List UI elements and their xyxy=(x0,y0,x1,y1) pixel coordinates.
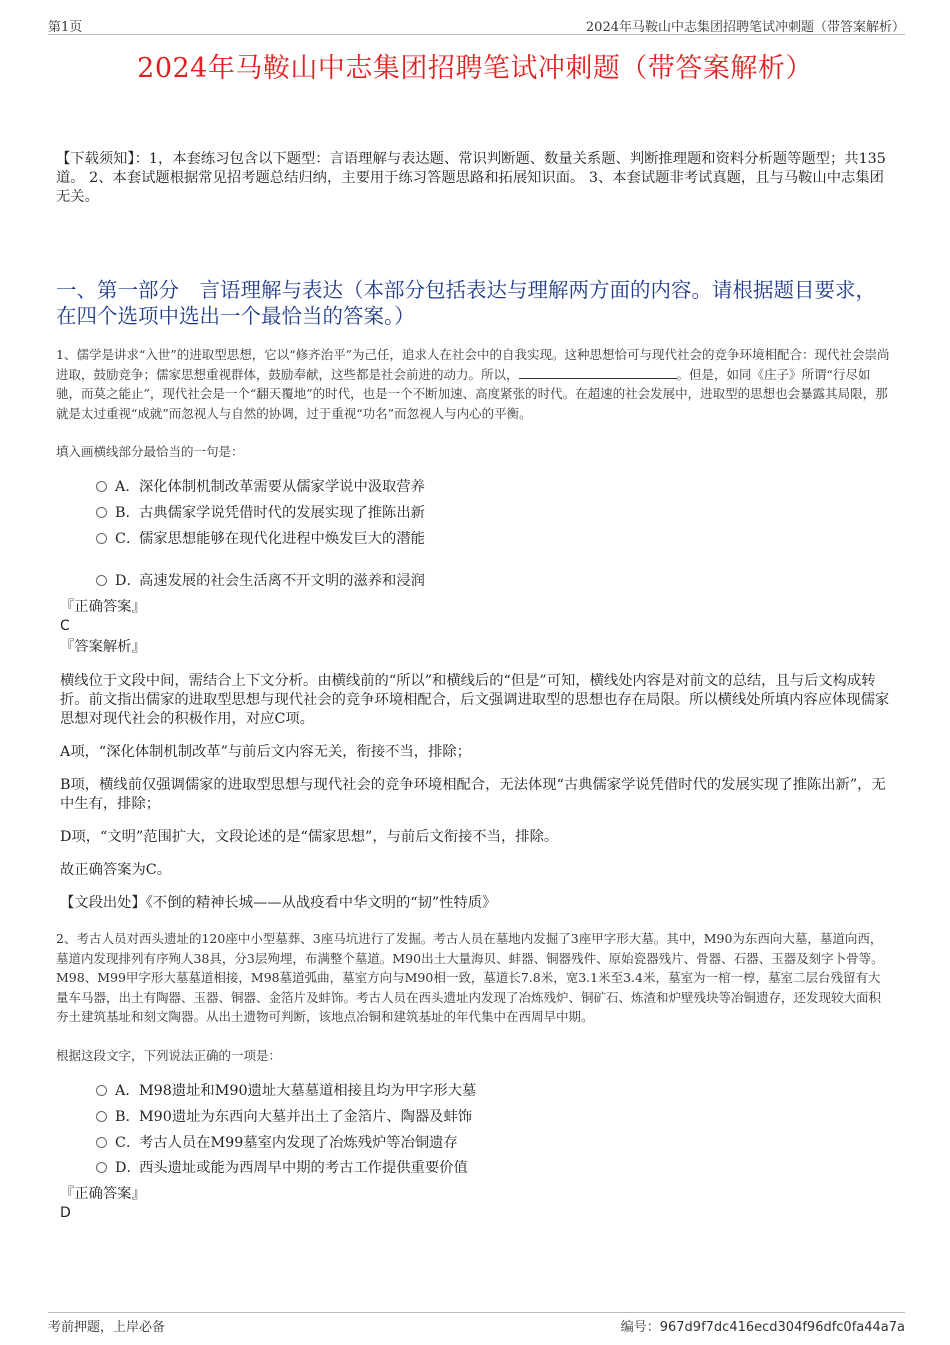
q2-option-a[interactable]: A．M98遗址和M90遗址大墓墓道相接且均为甲字形大墓 xyxy=(96,1080,476,1100)
download-notice: 【下载须知】：1，本套练习包含以下题型：言语理解与表达题、常识判断题、数量关系题、判断推理题和资料分析题等题型；共135道。 2、本套试题根据常见招考题总结归纳，主要用于练习答题思路和拓展知识面。 3、本套试题非考试真题，且与马鞍山中志集团无关。 xyxy=(56,151,886,205)
q1-option-d[interactable]: D．高速发展的社会生活离不开文明的滋养和浸润 xyxy=(96,570,425,590)
q1-source: 【文段出处】《不倒的精神长城——从战疫看中华文明的“韧”性特质》 xyxy=(60,895,497,911)
q1-analysis-para: 故正确答案为C。 xyxy=(60,862,172,878)
question-2-text: 2、考古人员对西头遗址的120座中小型墓葬、3座马坑进行了发掘。考古人员在墓地内发掘了3座甲字形大墓。其中，M90为东西向大墓，墓道向西，墓道内发现排列有序殉人38具，分3层殉埋，布满整个墓道。M90出土大量海贝、蚌器、铜器残件、原始瓷器残片、骨器、石器、玉器及刻字卜骨等。M98、M99甲字形大墓墓道相接，M98墓道弧曲，墓室方向与M90相一致，墓道长7.8米，宽3.1米至3.4米，墓室为一棺一椁，墓室二层台残留有大量车马器，出土有陶器、玉器、铜器、金箔片及蚌饰。考古人员在西头遗址内发现了冶炼残炉、铜矿石、炼渣和炉壁残块等冶铜遗存，还发现较大面积夯土建筑基址和刻文陶器。从出土遗物可判断，该地点冶铜和建筑基址的年代集中在西周早中期。 xyxy=(56,931,884,1024)
question-1-text xyxy=(56,345,892,423)
q1-analysis-label: 『答案解析』 xyxy=(60,639,146,655)
q2-answer: D xyxy=(60,1205,71,1221)
page-footer xyxy=(48,1312,905,1335)
q1-analysis-para: 横线位于文段中间，需结合上下文分析。由横线前的“所以”和横线后的“但是”可知，横线处内容是对前文的总结，且与后文构成转折。前文指出儒家的进取型思想与现代社会的竞争环境相配合，后文强调进取型的思想也存在局限。所以横线处所填内容应体现儒家思想对现代社会的积极作用，对应C项。 xyxy=(60,673,890,727)
q1-analysis-para: D项，“文明”范围扩大，文段论述的是“儒家思想”，与前后文衔接不当，排除。 xyxy=(60,829,559,845)
q1-answer: C xyxy=(60,618,70,634)
radio-icon[interactable] xyxy=(96,1111,107,1122)
q1-option-c[interactable]: C．儒家思想能够在现代化进程中焕发巨大的潜能 xyxy=(96,528,425,548)
fill-blank xyxy=(519,367,677,379)
document-title: 2024年马鞍山中志集团招聘笔试冲刺题（带答案解析） xyxy=(137,53,813,84)
q2-option-d[interactable]: D．西头遗址或能为西周早中期的考古工作提供重要价值 xyxy=(96,1157,468,1177)
q1-option-b[interactable]: B．古典儒家学说凭借时代的发展实现了推陈出新 xyxy=(96,502,425,522)
footer-slogan: 考前押题，上岸必备 xyxy=(48,1320,166,1335)
radio-icon[interactable] xyxy=(96,507,107,518)
q2-option-b[interactable]: B．M90遗址为东西向大墓并出土了金箔片、陶器及蚌饰 xyxy=(96,1106,472,1126)
question-2-prompt: 根据这段文字，下列说法正确的一项是： xyxy=(56,1048,282,1063)
header-doc-title: 2024年马鞍山中志集团招聘笔试冲刺题（带答案解析） xyxy=(585,20,905,35)
question-1-text-after: 。但是，如同《庄子》所谓“行尽如驰，而莫之能止”，现代社会是一个“翻天覆地”的时代，也是一个不断加速、高度紧张的时代。在超速的社会发展中，进取型的思想也会暴露其局限，那就是太过重视“成就”而忽视人与自然的协调，过于重视“功名”而忽视人与内心的平衡。 xyxy=(56,366,888,421)
radio-icon[interactable] xyxy=(96,533,107,544)
page-number: 第1页 xyxy=(48,20,83,35)
radio-icon[interactable] xyxy=(96,1162,107,1173)
q1-answer-label: 『正确答案』 xyxy=(60,599,146,615)
radio-icon[interactable] xyxy=(96,1085,107,1096)
q1-analysis-para: B项，横线前仅强调儒家的进取型思想与现代社会的竞争环境相配合，无法体现“古典儒家学说凭借时代的发展实现了推陈出新”，无中生有，排除； xyxy=(60,777,886,812)
radio-icon[interactable] xyxy=(96,575,107,586)
radio-icon[interactable] xyxy=(96,481,107,492)
q1-option-a[interactable]: A．深化体制机制改革需要从儒家学说中汲取营养 xyxy=(96,476,425,496)
q1-analysis-para: A项，“深化体制机制改革”与前后文内容无关，衔接不当，排除； xyxy=(60,744,471,760)
radio-icon[interactable] xyxy=(96,1137,107,1148)
q2-answer-label: 『正确答案』 xyxy=(60,1186,146,1202)
footer-code: 编号：967d9f7dc416ecd304f96dfc0fa44a7a xyxy=(620,1320,905,1335)
question-1-text-before: 1、儒学是讲求“入世”的进取型思想，它以“修齐治平”为己任，追求人在社会中的自我实现。这种思想恰可与现代社会的竞争环境相配合：现代社会崇尚进取，鼓励竞争；儒家思想重视群体，鼓励奉献，这些都是社会前进的动力。所以， xyxy=(56,347,890,382)
q2-option-c[interactable]: C．考古人员在M99墓室内发现了冶炼残炉等冶铜遗存 xyxy=(96,1132,458,1152)
question-1-prompt: 填入画横线部分最恰当的一句是： xyxy=(56,444,244,459)
section-title: 一、第一部分 言语理解与表达（本部分包括表达与理解两方面的内容。请根据题目要求，在四个选项中选出一个最恰当的答案。） xyxy=(56,278,876,328)
page-header xyxy=(48,14,905,35)
